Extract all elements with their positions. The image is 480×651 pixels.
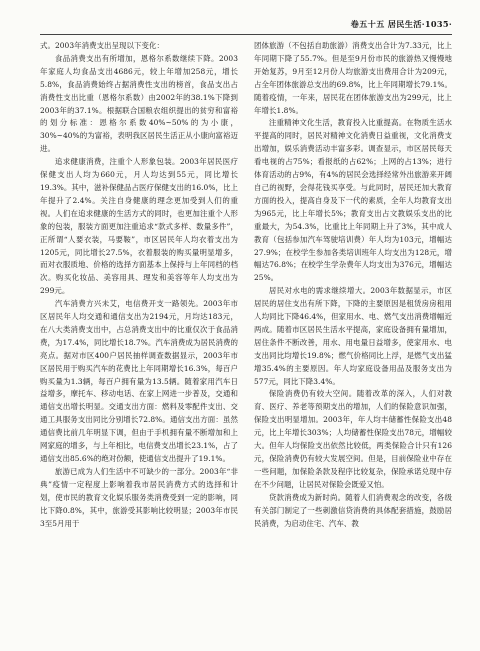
paragraph: 食品消费支出有所增加，恩格尔系数继续下降。2003年家庭人均食品支出4686元，较上年增加258元，增长5.8%，食品消费始终占据消费性支出的榜首，食品支出占消费性支出比重（恩格尔系数）由2002年的38.1%下降到2003年的37.1%。根据联合国粮农组织提出的贫穷和富裕的划分标准：恩格尔系数40%~50%的为小康，30%~40%的为富裕，表明我区居民生活正从小康向富裕迈进。 — [40, 53, 238, 154]
paragraph: 汽车消费方兴未艾，电信费开支一路领先。2003年市区居民年人均交通和通信支出为2194元，月均达183元，在八大类消费支出中，占总消费支出中的比重仅次于食品消费，为17.4%，同比增长18.7%。汽车消费成为居民消费的亮点。据对市区400户居民抽样调查数据显示，2003年市区居民用于购买汽车的花费比上年同期增长16.3%，每百户购买量为1.3辆，每百户拥有量为13.5辆。随着家用汽车日益增多，摩托车、移动电话、在家上网进一步普及，交通和通信支出增长明显。交通支出方面：燃料及零配件支出、交通工具服务支出同比分别增长72.8%。通信支出方面：虽然通信费比前几年明显下调，但由于手机拥有量不断增加和上网家庭的增多，与上年相比，电信费支出增长23.1%，占了通信支出85.6%的绝对份额，使通信支出提升了19.1%。 — [40, 299, 238, 463]
paragraph: 注重精神文化生活，教育投入比重提高。在物质生活水平提高的同时，居民对精神文化消费日益重视，文化消费支出增加，娱乐消费活动丰富多彩。调查显示，市区居民每天看电视的占75%；看报纸的占62%；上网的占13%；进行体育活动的占9%，有4%的居民会选择经常外出旅游来开阔自己的视野，会得花钱买享受。与此同时，居民还加大教育方面的投入，提高自身及下一代的素质，全年人均教育支出为965元，比上年增长5%；教育支出占文教娱乐支出的比重最大，为54.3%，比重比上年同期上升了3%，其中成人教育（包括参加汽车驾驶培训费）年人均为103元，增幅达27.9%；在校学生参加各类培训班年人均支出为128元，增幅达76.8%；在校学生学杂费年人均支出为376元，增幅达25%。 — [254, 118, 452, 283]
paragraph: 旅游已成为人们生活中不可缺少的一部分。2003年“非典”疫情一定程度上影响着我市居民消费方式的选择和计划，使市民的教育文化娱乐服务类消费受到一定的影响，同比下降0.8%，其中，旅游受其影响比较明显；2003年市民3至5月用于 — [40, 466, 238, 528]
running-title: 卷五十五 居民生活·1035· — [350, 18, 452, 29]
paragraph: 追求健康消费，注重个人形象包装。2003年居民医疗保健支出人均为660元，月人均达到55元，同比增长19.3%。其中，滋补保健品占医疗保健支出的16.0%，比上年提升了2.4%。关注自身健康的理念更加受到人们的重视。人们在追求健康的生活方式的同时，也更加注重个人形象的包装，服装方面更加注重追求“款式多样、数量多件”，正所谓“人要衣装，马要鞍”，市区居民年人均衣着支出为1205元，同比增长27.5%，衣着服装的购买量明显增多，而对衣服质地、价格的选择方面基本上保持与上年同档的档次。购买化妆品、美容用具、理发和美容等年人均支出为299元。 — [40, 157, 238, 296]
paragraph: 贷款消费成为新时尚。随着人们消费观念的改变，各级有关部门制定了一些刺激信贷消费的具体配套措施，鼓励居民消费，为启动住宅、汽车、教 — [254, 492, 452, 528]
right-column — [254, 40, 452, 639]
left-column — [40, 40, 238, 639]
body-columns — [40, 40, 452, 639]
paragraph: 保险消费仍有较大空间。随着改革的深入，人们对教育、医疗、养老等预期支出的增加，人们的保险意识加强，保险支出明显增加。2003年，年人均丰储蓄性保险支出48元，比上年增长303%；人均储蓄性保险支出78元，增幅较大。但年人均保险支出依然比较低，两类保险合计只有126元，保险消费仍有较大发展空间。但是，目前保险业中存在一些问题，加保险条款及程序比较复杂，保险承诺兑现中存在不少问题，让居民对保险会既爱又怕。 — [254, 389, 452, 489]
paragraph: 团体旅游（不包括自助旅游）消费支出合计为7.33元，比上年同期下降了55.7%。但是至9月份市民的旅游热又慢慢地开始复苏，9月至12月份人均旅游支出费用合计为209元，占全年团体旅游总支出的69.8%，比上年同期增长79.1%。随着疫情，一年来，居民花在团体旅游支出为299元，比上年增长1.8%。 — [254, 41, 452, 115]
page-header — [40, 16, 452, 32]
paragraph: 式。2003年消费支出呈现以下变化： — [40, 41, 164, 50]
header-rule — [40, 34, 452, 35]
paragraph: 居民对水电的需求继续增大。2003年数据显示，市区居民的居住支出有所下降，下降的主要原因是租赁房房租用人均同比下降46.4%，但家用水、电、燃气支出消费增幅近两成。随着市区居民生活水平提高，家庭设备拥有量增加，居住条件不断改善，用水、用电量日益增多，使家用水、电支出同比均增长19.8%；燃气价格同比上浮，是燃气支出猛增35.4%的主要原因。年人均家庭设备用品及服务支出为577元，同比下降3.4%。 — [254, 286, 452, 386]
